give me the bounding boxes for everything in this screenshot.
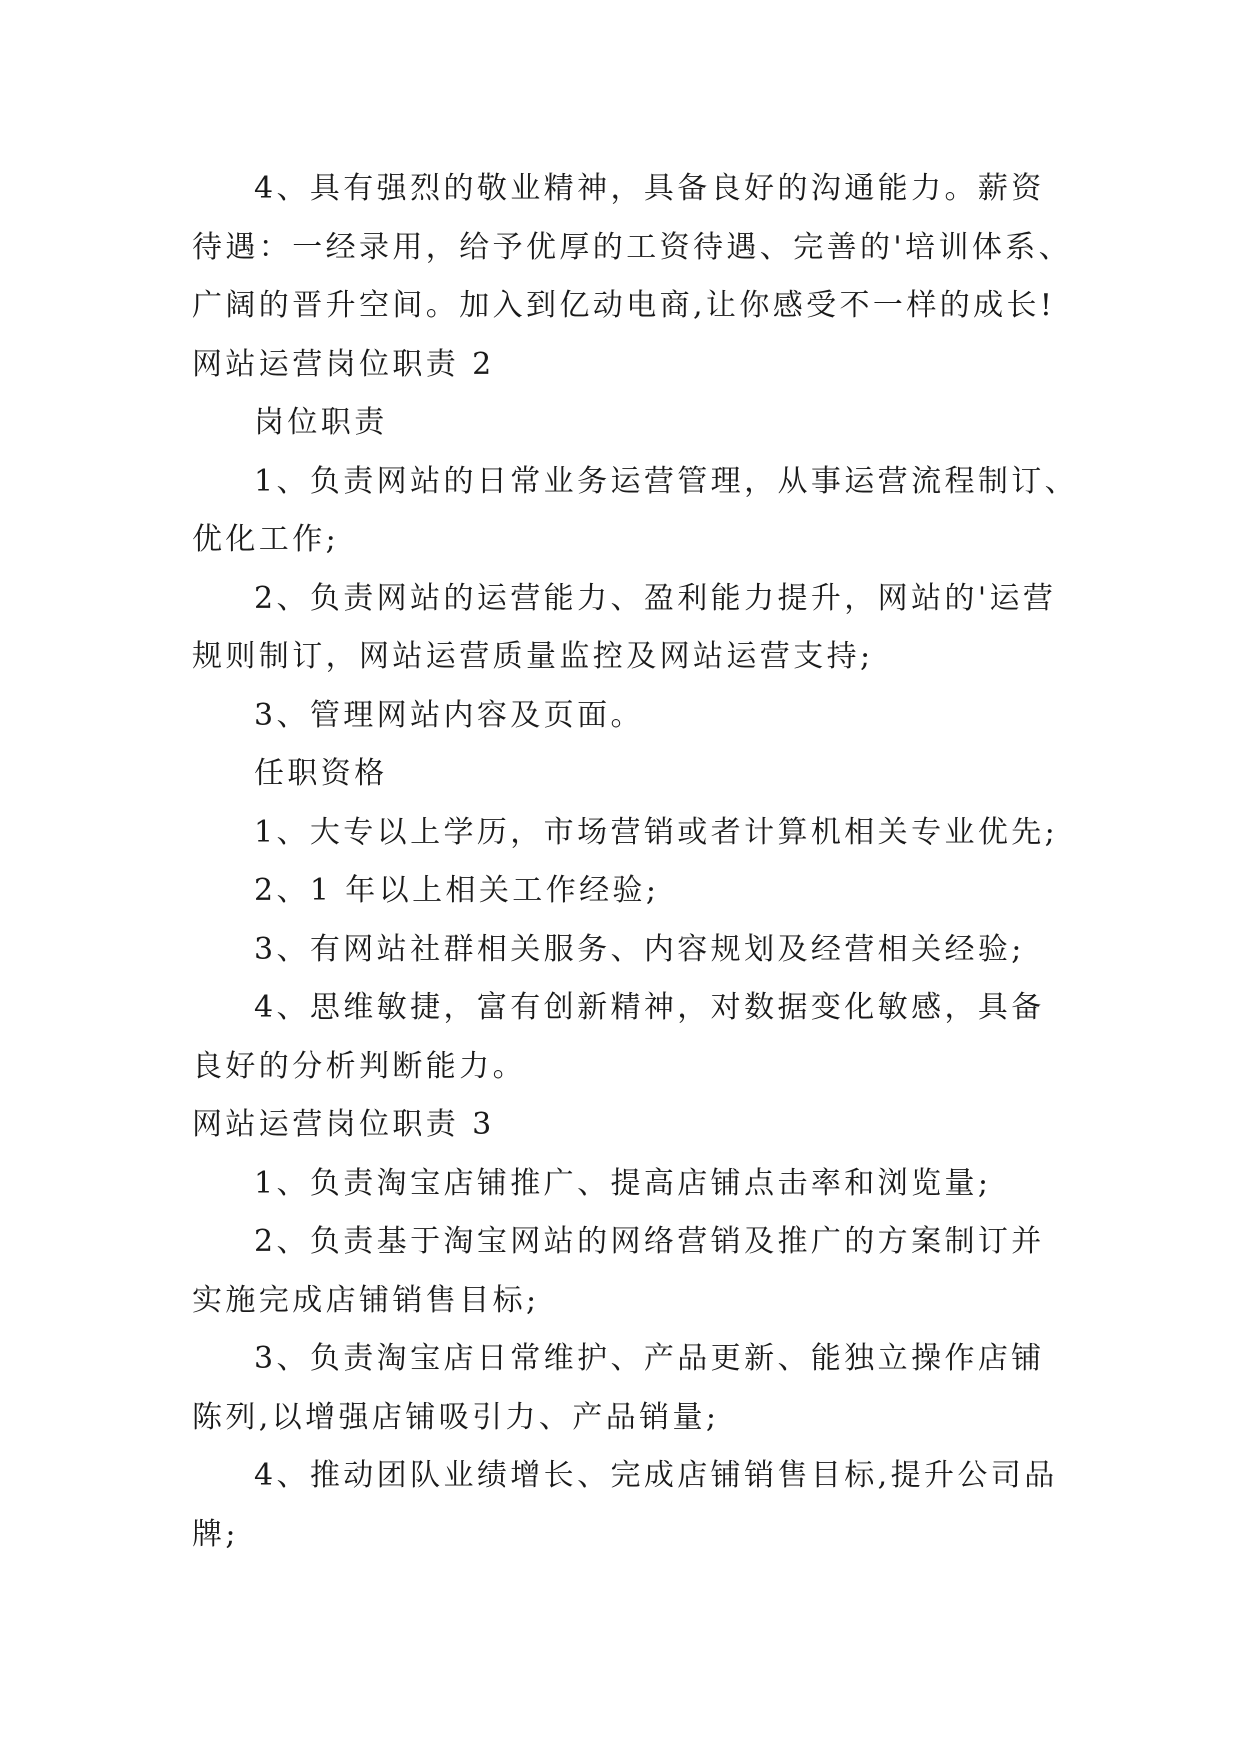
paragraph-line: 4、推动团队业绩增长、完成店铺销售目标,提升公司品	[254, 1458, 1058, 1493]
paragraph-line: 2、1 年以上相关工作经验;	[254, 873, 660, 908]
paragraph-line: 陈列,以增强店铺吸引力、产品销量;	[192, 1399, 720, 1435]
paragraph-line: 1、负责淘宝店铺推广、提高店铺点击率和浏览量;	[254, 1165, 992, 1201]
paragraph-line: 2、负责网站的运营能力、盈利能力提升，网站的'运营	[254, 580, 1057, 616]
paragraph-line: 4、具有强烈的敬业精神，具备良好的沟通能力。薪资	[254, 171, 1045, 206]
paragraph-line: 4、思维敏捷，富有创新精神，对数据变化敏感，具备	[254, 990, 1045, 1025]
paragraph-line: 规则制订，网站运营质量监控及网站运营支持;	[192, 639, 874, 674]
paragraph-line: 3、有网站社群相关服务、内容规划及经营相关经验;	[254, 931, 1025, 967]
paragraph-line: 实施完成店铺销售目标;	[192, 1282, 540, 1318]
paragraph-line: 待遇：一经录用，给予优厚的工资待遇、完善的'培训体系、	[192, 229, 1073, 265]
paragraph-line: 2、负责基于淘宝网站的网络营销及推广的方案制订并	[254, 1224, 1045, 1259]
paragraph-line: 广阔的晋升空间。加入到亿动电商,让你感受不一样的成长!	[192, 288, 1056, 323]
paragraph-line: 3、负责淘宝店日常维护、产品更新、能独立操作店铺	[254, 1341, 1045, 1376]
paragraph-line: 1、负责网站的日常业务运营管理，从事运营流程制订、	[254, 463, 1079, 499]
paragraph-line: 1、大专以上学历，市场营销或者计算机相关专业优先;	[254, 814, 1059, 850]
section-heading: 网站运营岗位职责 3	[192, 1107, 495, 1142]
subsection-heading: 岗位职责	[254, 405, 388, 440]
paragraph-line: 牌;	[192, 1516, 239, 1552]
paragraph-line: 优化工作;	[192, 522, 340, 557]
section-heading: 网站运营岗位职责 2	[192, 346, 495, 382]
subsection-heading: 任职资格	[254, 756, 388, 791]
paragraph-line: 良好的分析判断能力。	[192, 1048, 526, 1084]
paragraph-line: 3、管理网站内容及页面。	[254, 697, 644, 733]
document-body	[192, 160, 1079, 1564]
